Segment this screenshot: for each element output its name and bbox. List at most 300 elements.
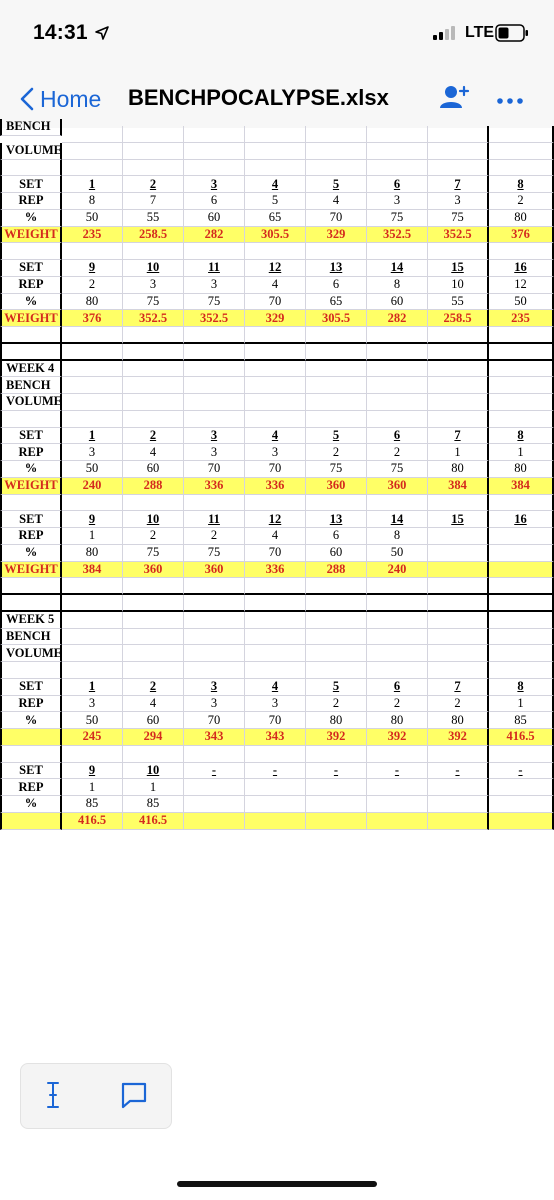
data-cell[interactable]: [489, 126, 554, 143]
data-cell[interactable]: 10: [123, 260, 184, 277]
row-label-cell[interactable]: SET: [0, 763, 62, 780]
data-cell[interactable]: [245, 629, 306, 646]
data-cell[interactable]: [428, 746, 489, 763]
data-cell[interactable]: 9: [62, 260, 123, 277]
data-cell[interactable]: 376: [62, 310, 123, 327]
data-cell[interactable]: 8: [367, 528, 428, 545]
data-cell[interactable]: [62, 377, 123, 394]
data-cell[interactable]: 14: [367, 511, 428, 528]
data-cell[interactable]: [306, 779, 367, 796]
data-cell[interactable]: [428, 528, 489, 545]
row-label-cell[interactable]: [0, 662, 62, 679]
data-cell[interactable]: [428, 411, 489, 428]
data-cell[interactable]: [428, 344, 489, 361]
data-cell[interactable]: [123, 411, 184, 428]
data-cell[interactable]: 80: [62, 545, 123, 562]
data-cell[interactable]: 343: [245, 729, 306, 746]
data-cell[interactable]: 12: [489, 277, 554, 294]
data-cell[interactable]: [306, 361, 367, 378]
row-label-cell[interactable]: %: [0, 545, 62, 562]
data-cell[interactable]: [367, 629, 428, 646]
data-cell[interactable]: [62, 629, 123, 646]
data-cell[interactable]: [428, 578, 489, 595]
spreadsheet-view[interactable]: [0, 119, 554, 828]
data-cell[interactable]: 8: [489, 428, 554, 445]
data-cell[interactable]: 4: [245, 528, 306, 545]
data-cell[interactable]: 75: [306, 461, 367, 478]
data-cell[interactable]: [184, 344, 245, 361]
data-cell[interactable]: 4: [245, 679, 306, 696]
data-cell[interactable]: 2: [123, 679, 184, 696]
data-cell[interactable]: [245, 143, 306, 160]
data-cell[interactable]: [245, 344, 306, 361]
data-cell[interactable]: [184, 645, 245, 662]
data-cell[interactable]: 288: [306, 562, 367, 579]
data-cell[interactable]: [489, 578, 554, 595]
data-cell[interactable]: [306, 411, 367, 428]
data-cell[interactable]: [123, 645, 184, 662]
data-cell[interactable]: [367, 394, 428, 411]
row-label-cell[interactable]: REP: [0, 193, 62, 210]
data-cell[interactable]: [306, 143, 367, 160]
data-cell[interactable]: 6: [367, 679, 428, 696]
data-cell[interactable]: [245, 243, 306, 260]
data-cell[interactable]: [489, 361, 554, 378]
data-cell[interactable]: [489, 813, 554, 830]
data-cell[interactable]: 235: [62, 227, 123, 244]
data-cell[interactable]: [489, 377, 554, 394]
data-cell[interactable]: 50: [62, 210, 123, 227]
data-cell[interactable]: [245, 394, 306, 411]
data-cell[interactable]: [489, 645, 554, 662]
data-cell[interactable]: [245, 779, 306, 796]
row-label-cell[interactable]: VOLUME: [0, 394, 62, 411]
data-cell[interactable]: 4: [245, 176, 306, 193]
data-cell[interactable]: 60: [184, 210, 245, 227]
data-cell[interactable]: [184, 495, 245, 512]
data-cell[interactable]: 2: [123, 176, 184, 193]
data-cell[interactable]: [489, 796, 554, 813]
data-cell[interactable]: 416.5: [62, 813, 123, 830]
data-cell[interactable]: [428, 796, 489, 813]
data-cell[interactable]: 2: [123, 428, 184, 445]
row-label-cell[interactable]: [0, 160, 62, 177]
row-label-cell[interactable]: [0, 411, 62, 428]
row-label-cell[interactable]: WEEK 4: [0, 361, 62, 378]
data-cell[interactable]: [245, 645, 306, 662]
data-cell[interactable]: 1: [62, 428, 123, 445]
data-cell[interactable]: [428, 629, 489, 646]
data-cell[interactable]: [367, 160, 428, 177]
row-label-cell[interactable]: SET: [0, 511, 62, 528]
comment-button[interactable]: [119, 1080, 149, 1115]
data-cell[interactable]: 16: [489, 260, 554, 277]
data-cell[interactable]: 80: [306, 712, 367, 729]
data-cell[interactable]: [245, 612, 306, 629]
data-cell[interactable]: [123, 746, 184, 763]
data-cell[interactable]: 8: [489, 176, 554, 193]
data-cell[interactable]: 4: [123, 444, 184, 461]
data-cell[interactable]: [184, 126, 245, 143]
data-cell[interactable]: [123, 344, 184, 361]
data-cell[interactable]: 3: [245, 444, 306, 461]
data-cell[interactable]: [62, 160, 123, 177]
data-cell[interactable]: 75: [184, 545, 245, 562]
data-cell[interactable]: [245, 126, 306, 143]
data-cell[interactable]: 70: [306, 210, 367, 227]
data-cell[interactable]: [428, 612, 489, 629]
data-cell[interactable]: [489, 746, 554, 763]
data-cell[interactable]: 80: [62, 294, 123, 311]
data-cell[interactable]: 352.5: [428, 227, 489, 244]
data-cell[interactable]: 65: [306, 294, 367, 311]
data-cell[interactable]: 50: [489, 294, 554, 311]
data-cell[interactable]: [367, 344, 428, 361]
data-cell[interactable]: [367, 578, 428, 595]
data-cell[interactable]: 6: [184, 193, 245, 210]
data-cell[interactable]: 75: [367, 461, 428, 478]
data-cell[interactable]: [367, 243, 428, 260]
data-cell[interactable]: 7: [428, 428, 489, 445]
data-cell[interactable]: 416.5: [123, 813, 184, 830]
data-cell[interactable]: [367, 411, 428, 428]
data-cell[interactable]: [62, 595, 123, 612]
data-cell[interactable]: 11: [184, 511, 245, 528]
row-label-cell[interactable]: [0, 813, 62, 830]
data-cell[interactable]: 360: [306, 478, 367, 495]
row-label-cell[interactable]: BENCH: [0, 119, 62, 136]
data-cell[interactable]: [62, 394, 123, 411]
data-cell[interactable]: [367, 126, 428, 143]
data-cell[interactable]: 2: [62, 277, 123, 294]
data-cell[interactable]: [428, 394, 489, 411]
data-cell[interactable]: [489, 394, 554, 411]
data-cell[interactable]: [428, 813, 489, 830]
data-cell[interactable]: 60: [123, 712, 184, 729]
data-cell[interactable]: 329: [245, 310, 306, 327]
data-cell[interactable]: 2: [306, 444, 367, 461]
data-cell[interactable]: [489, 327, 554, 344]
data-cell[interactable]: [306, 595, 367, 612]
row-label-cell[interactable]: [0, 729, 62, 746]
data-cell[interactable]: [306, 662, 367, 679]
data-cell[interactable]: 305.5: [245, 227, 306, 244]
row-label-cell[interactable]: VOLUME: [0, 143, 62, 160]
data-cell[interactable]: [428, 243, 489, 260]
data-cell[interactable]: [245, 578, 306, 595]
data-cell[interactable]: [306, 160, 367, 177]
data-cell[interactable]: [489, 344, 554, 361]
data-cell[interactable]: 3: [184, 428, 245, 445]
data-cell[interactable]: [489, 495, 554, 512]
data-cell[interactable]: 15: [428, 260, 489, 277]
data-cell[interactable]: 2: [306, 696, 367, 713]
data-cell[interactable]: [123, 629, 184, 646]
data-cell[interactable]: [184, 595, 245, 612]
data-cell[interactable]: 4: [245, 428, 306, 445]
data-cell[interactable]: [367, 143, 428, 160]
row-label-cell[interactable]: REP: [0, 444, 62, 461]
data-cell[interactable]: 70: [184, 461, 245, 478]
data-cell[interactable]: 336: [184, 478, 245, 495]
data-cell[interactable]: 60: [306, 545, 367, 562]
row-label-cell[interactable]: [0, 243, 62, 260]
data-cell[interactable]: [62, 612, 123, 629]
data-cell[interactable]: [184, 243, 245, 260]
data-cell[interactable]: 336: [245, 562, 306, 579]
data-cell[interactable]: [428, 143, 489, 160]
data-cell[interactable]: [367, 595, 428, 612]
row-label-cell[interactable]: [0, 327, 62, 344]
data-cell[interactable]: [489, 629, 554, 646]
row-label-cell[interactable]: %: [0, 294, 62, 311]
data-cell[interactable]: [184, 813, 245, 830]
data-cell[interactable]: 50: [367, 545, 428, 562]
data-cell[interactable]: 85: [489, 712, 554, 729]
data-cell[interactable]: 75: [123, 545, 184, 562]
data-cell[interactable]: 6: [306, 528, 367, 545]
back-button[interactable]: [20, 84, 101, 114]
data-cell[interactable]: [489, 779, 554, 796]
data-cell[interactable]: 4: [123, 696, 184, 713]
data-cell[interactable]: 3: [184, 444, 245, 461]
text-cursor-button[interactable]: [45, 1080, 61, 1115]
data-cell[interactable]: [489, 562, 554, 579]
data-cell[interactable]: 7: [428, 679, 489, 696]
data-cell[interactable]: [306, 746, 367, 763]
data-cell[interactable]: 3: [184, 277, 245, 294]
data-cell[interactable]: [184, 160, 245, 177]
data-cell[interactable]: 75: [123, 294, 184, 311]
data-cell[interactable]: [367, 377, 428, 394]
row-label-cell[interactable]: REP: [0, 696, 62, 713]
data-cell[interactable]: 4: [245, 277, 306, 294]
row-label-cell[interactable]: [0, 595, 62, 612]
data-cell[interactable]: 8: [489, 679, 554, 696]
data-cell[interactable]: [123, 143, 184, 160]
data-cell[interactable]: [123, 595, 184, 612]
data-cell[interactable]: -: [184, 763, 245, 780]
data-cell[interactable]: [489, 545, 554, 562]
data-cell[interactable]: [123, 361, 184, 378]
data-cell[interactable]: [489, 143, 554, 160]
row-label-cell[interactable]: SET: [0, 679, 62, 696]
data-cell[interactable]: 9: [62, 763, 123, 780]
data-cell[interactable]: 3: [367, 193, 428, 210]
data-cell[interactable]: [367, 327, 428, 344]
data-cell[interactable]: [428, 562, 489, 579]
row-label-cell[interactable]: BENCH: [0, 629, 62, 646]
data-cell[interactable]: [367, 361, 428, 378]
row-label-cell[interactable]: [0, 495, 62, 512]
row-label-cell[interactable]: WEIGHT: [0, 478, 62, 495]
row-label-cell[interactable]: BENCH: [0, 377, 62, 394]
data-cell[interactable]: 70: [245, 712, 306, 729]
data-cell[interactable]: 360: [367, 478, 428, 495]
data-cell[interactable]: 352.5: [123, 310, 184, 327]
row-label-cell[interactable]: SET: [0, 428, 62, 445]
data-cell[interactable]: [62, 495, 123, 512]
data-cell[interactable]: 70: [184, 712, 245, 729]
data-cell[interactable]: [367, 662, 428, 679]
data-cell[interactable]: [367, 645, 428, 662]
data-cell[interactable]: [245, 662, 306, 679]
data-cell[interactable]: 2: [489, 193, 554, 210]
data-cell[interactable]: 85: [62, 796, 123, 813]
data-cell[interactable]: [306, 813, 367, 830]
data-cell[interactable]: 9: [62, 511, 123, 528]
data-cell[interactable]: [184, 629, 245, 646]
data-cell[interactable]: [306, 578, 367, 595]
data-cell[interactable]: [245, 813, 306, 830]
data-cell[interactable]: [306, 612, 367, 629]
data-cell[interactable]: 343: [184, 729, 245, 746]
data-cell[interactable]: 80: [428, 712, 489, 729]
data-cell[interactable]: 3: [62, 696, 123, 713]
data-cell[interactable]: [306, 394, 367, 411]
data-cell[interactable]: [428, 545, 489, 562]
data-cell[interactable]: [62, 746, 123, 763]
data-cell[interactable]: 10: [123, 763, 184, 780]
data-cell[interactable]: [123, 578, 184, 595]
row-label-cell[interactable]: WEIGHT: [0, 227, 62, 244]
data-cell[interactable]: 258.5: [123, 227, 184, 244]
data-cell[interactable]: 3: [245, 696, 306, 713]
data-cell[interactable]: [428, 377, 489, 394]
data-cell[interactable]: [306, 645, 367, 662]
data-cell[interactable]: [306, 629, 367, 646]
data-cell[interactable]: 288: [123, 478, 184, 495]
data-cell[interactable]: 240: [62, 478, 123, 495]
data-cell[interactable]: 5: [306, 428, 367, 445]
data-cell[interactable]: 2: [123, 528, 184, 545]
row-label-cell[interactable]: WEIGHT: [0, 562, 62, 579]
data-cell[interactable]: [428, 595, 489, 612]
data-cell[interactable]: 2: [428, 696, 489, 713]
data-cell[interactable]: 80: [428, 461, 489, 478]
data-cell[interactable]: [62, 361, 123, 378]
row-label-cell[interactable]: %: [0, 796, 62, 813]
data-cell[interactable]: 50: [62, 461, 123, 478]
row-label-cell[interactable]: %: [0, 461, 62, 478]
data-cell[interactable]: 60: [367, 294, 428, 311]
data-cell[interactable]: [184, 361, 245, 378]
data-cell[interactable]: -: [428, 763, 489, 780]
data-cell[interactable]: 360: [123, 562, 184, 579]
data-cell[interactable]: [62, 327, 123, 344]
data-cell[interactable]: [306, 327, 367, 344]
data-cell[interactable]: -: [367, 763, 428, 780]
data-cell[interactable]: 1: [428, 444, 489, 461]
data-cell[interactable]: 13: [306, 511, 367, 528]
row-label-cell[interactable]: [0, 344, 62, 361]
data-cell[interactable]: 3: [123, 277, 184, 294]
data-cell[interactable]: [123, 243, 184, 260]
data-cell[interactable]: 329: [306, 227, 367, 244]
data-cell[interactable]: -: [489, 763, 554, 780]
row-label-cell[interactable]: VOLUME: [0, 645, 62, 662]
data-cell[interactable]: 336: [245, 478, 306, 495]
data-cell[interactable]: 80: [489, 210, 554, 227]
data-cell[interactable]: 85: [123, 796, 184, 813]
data-cell[interactable]: 15: [428, 511, 489, 528]
data-cell[interactable]: [184, 612, 245, 629]
data-cell[interactable]: [306, 344, 367, 361]
data-cell[interactable]: 352.5: [367, 227, 428, 244]
data-cell[interactable]: [489, 662, 554, 679]
data-cell[interactable]: 70: [245, 545, 306, 562]
row-label-cell[interactable]: SET: [0, 260, 62, 277]
data-cell[interactable]: 1: [62, 679, 123, 696]
share-people-button[interactable]: [440, 84, 470, 115]
data-cell[interactable]: [428, 495, 489, 512]
data-cell[interactable]: 416.5: [489, 729, 554, 746]
row-label-cell[interactable]: WEEK 5: [0, 612, 62, 629]
data-cell[interactable]: 240: [367, 562, 428, 579]
data-cell[interactable]: [62, 662, 123, 679]
data-cell[interactable]: [184, 394, 245, 411]
data-cell[interactable]: 1: [62, 528, 123, 545]
data-cell[interactable]: 55: [428, 294, 489, 311]
data-cell[interactable]: [62, 411, 123, 428]
data-cell[interactable]: 12: [245, 260, 306, 277]
row-label-cell[interactable]: %: [0, 712, 62, 729]
data-cell[interactable]: [489, 595, 554, 612]
data-cell[interactable]: 258.5: [428, 310, 489, 327]
data-cell[interactable]: 5: [245, 193, 306, 210]
data-cell[interactable]: 1: [489, 444, 554, 461]
data-cell[interactable]: 60: [123, 461, 184, 478]
data-cell[interactable]: [123, 377, 184, 394]
data-cell[interactable]: 75: [428, 210, 489, 227]
data-cell[interactable]: 360: [184, 562, 245, 579]
row-label-cell[interactable]: WEIGHT: [0, 310, 62, 327]
data-cell[interactable]: 2: [184, 528, 245, 545]
data-cell[interactable]: [489, 528, 554, 545]
data-cell[interactable]: 5: [306, 679, 367, 696]
data-cell[interactable]: 352.5: [184, 310, 245, 327]
data-cell[interactable]: 13: [306, 260, 367, 277]
data-cell[interactable]: [306, 495, 367, 512]
data-cell[interactable]: 384: [489, 478, 554, 495]
data-cell[interactable]: 16: [489, 511, 554, 528]
data-cell[interactable]: [489, 612, 554, 629]
data-cell[interactable]: [62, 126, 123, 143]
data-cell[interactable]: 8: [62, 193, 123, 210]
data-cell[interactable]: [367, 746, 428, 763]
data-cell[interactable]: 3: [184, 679, 245, 696]
data-cell[interactable]: 11: [184, 260, 245, 277]
more-options-button[interactable]: [497, 92, 523, 110]
data-cell[interactable]: [428, 779, 489, 796]
data-cell[interactable]: 245: [62, 729, 123, 746]
data-cell[interactable]: [62, 645, 123, 662]
data-cell[interactable]: [245, 746, 306, 763]
data-cell[interactable]: [367, 796, 428, 813]
data-cell[interactable]: [245, 595, 306, 612]
data-cell[interactable]: [245, 160, 306, 177]
data-cell[interactable]: 392: [428, 729, 489, 746]
data-cell[interactable]: 80: [367, 712, 428, 729]
data-cell[interactable]: [245, 411, 306, 428]
data-cell[interactable]: 14: [367, 260, 428, 277]
data-cell[interactable]: 75: [367, 210, 428, 227]
data-cell[interactable]: [306, 796, 367, 813]
data-cell[interactable]: [184, 411, 245, 428]
data-cell[interactable]: [184, 662, 245, 679]
data-cell[interactable]: 65: [245, 210, 306, 227]
data-cell[interactable]: [245, 327, 306, 344]
